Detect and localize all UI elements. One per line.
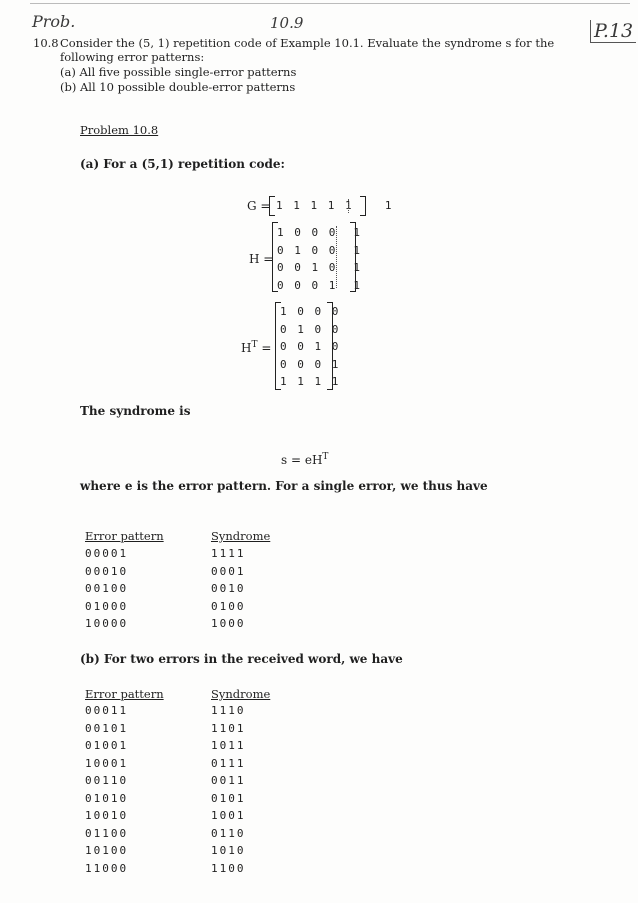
syndrome-intro: The syndrome is bbox=[80, 404, 191, 418]
table-cell: 00010 bbox=[85, 564, 129, 578]
top-rule bbox=[30, 3, 630, 4]
g-entry: 1 bbox=[345, 199, 354, 212]
h-label: H = bbox=[249, 252, 274, 266]
table-cell: 0011 bbox=[211, 774, 246, 787]
ht-label: $H^T$ = bbox=[241, 340, 272, 355]
table-cell: 0010 bbox=[211, 582, 246, 595]
handwritten-number-note: 10.9 bbox=[270, 14, 304, 32]
handwritten-prob-note: Prob. bbox=[32, 12, 76, 31]
table-cell: 10001 bbox=[85, 756, 129, 770]
table-cell: 01010 bbox=[85, 791, 129, 805]
question-part-b: (b) All 10 possible double-error patterns bbox=[60, 80, 296, 94]
table-cell: 0111 bbox=[211, 756, 246, 770]
table-cell: 1000 bbox=[211, 617, 246, 630]
solution-heading: Problem 10.8 bbox=[80, 123, 159, 137]
table-cell: 1010 bbox=[211, 844, 246, 857]
ht-row: 0 0 0 1 bbox=[280, 357, 341, 371]
table-cell: 00110 bbox=[85, 774, 129, 787]
g-partition bbox=[348, 199, 349, 213]
g-entry: 1 bbox=[293, 199, 302, 212]
part-a-title: (a) For a (5,1) repetition code: bbox=[80, 157, 285, 171]
question-part-a: (a) All five possible single-error patterns bbox=[60, 65, 297, 79]
table-cell: 1011 bbox=[211, 739, 246, 752]
h-right-bracket bbox=[350, 222, 356, 292]
table-cell: 1110 bbox=[211, 704, 246, 717]
double-table-header-syndrome: Syndrome bbox=[211, 687, 271, 701]
table-cell: 1111 bbox=[211, 547, 246, 560]
g-entry: 1 bbox=[327, 199, 337, 212]
ht-row: 0 0 1 0 bbox=[280, 340, 341, 353]
table-cell: 00011 bbox=[85, 704, 129, 717]
single-table-syndrome-column bbox=[211, 545, 246, 633]
g-matrix-row bbox=[276, 199, 394, 212]
h-row: 0 1 0 0 1 bbox=[277, 243, 362, 257]
table-cell: 1001 bbox=[211, 809, 246, 822]
question-number: 10.8 bbox=[33, 36, 59, 50]
double-table-error-column bbox=[85, 702, 128, 877]
h-row: 1 0 0 0 1 bbox=[277, 226, 362, 239]
g-label: G = bbox=[247, 199, 271, 213]
single-error-text: where e is the error pattern. For a single error, we thus have bbox=[80, 479, 488, 493]
question-line-2: following error patterns: bbox=[60, 50, 205, 64]
handwritten-page-note: P.13 bbox=[590, 20, 636, 43]
g-entry: 1 bbox=[310, 199, 320, 212]
table-cell: 10000 bbox=[85, 617, 129, 630]
table-cell: 1100 bbox=[211, 861, 246, 875]
single-table-header-error: Error pattern bbox=[85, 529, 164, 543]
table-cell: 10100 bbox=[85, 844, 129, 857]
g-entry: 1 bbox=[384, 199, 394, 212]
g-left-bracket bbox=[269, 196, 275, 216]
table-cell: 1101 bbox=[211, 721, 246, 735]
table-cell: 11000 bbox=[85, 861, 129, 875]
table-cell: 0001 bbox=[211, 564, 246, 578]
h-row: 0 0 0 1 1 bbox=[277, 278, 362, 292]
table-cell: 0100 bbox=[211, 599, 246, 613]
ht-row: 1 0 0 0 bbox=[280, 305, 341, 318]
h-row: 0 0 1 0 1 bbox=[277, 261, 362, 274]
question-line-1: Consider the (5, 1) repetition code of Example 10.1. Evaluate the syndrome s for the bbox=[60, 36, 555, 50]
table-cell: 01100 bbox=[85, 826, 129, 840]
h-partition bbox=[336, 226, 337, 288]
g-right-bracket bbox=[360, 196, 366, 216]
single-table-header-syndrome: Syndrome bbox=[211, 529, 271, 543]
table-cell: 01001 bbox=[85, 739, 129, 752]
syndrome-equation: $s = eH^T$ bbox=[281, 452, 329, 467]
table-cell: 0110 bbox=[211, 826, 246, 840]
ht-right-bracket bbox=[327, 302, 333, 390]
ht-row: 0 1 0 0 bbox=[280, 322, 341, 336]
table-cell: 10010 bbox=[85, 809, 129, 822]
g-entry: 1 bbox=[276, 199, 285, 212]
ht-row: 1 1 1 1 bbox=[280, 375, 341, 388]
table-cell: 01000 bbox=[85, 599, 129, 613]
table-cell: 00101 bbox=[85, 721, 129, 735]
table-cell: 00100 bbox=[85, 582, 129, 595]
double-table-header-error: Error pattern bbox=[85, 687, 164, 701]
table-cell: 00001 bbox=[85, 547, 129, 560]
part-b-title: (b) For two errors in the received word, we have bbox=[80, 652, 403, 666]
table-cell: 0101 bbox=[211, 791, 246, 805]
single-table-error-column bbox=[85, 545, 128, 633]
double-table-syndrome-column bbox=[211, 702, 246, 877]
